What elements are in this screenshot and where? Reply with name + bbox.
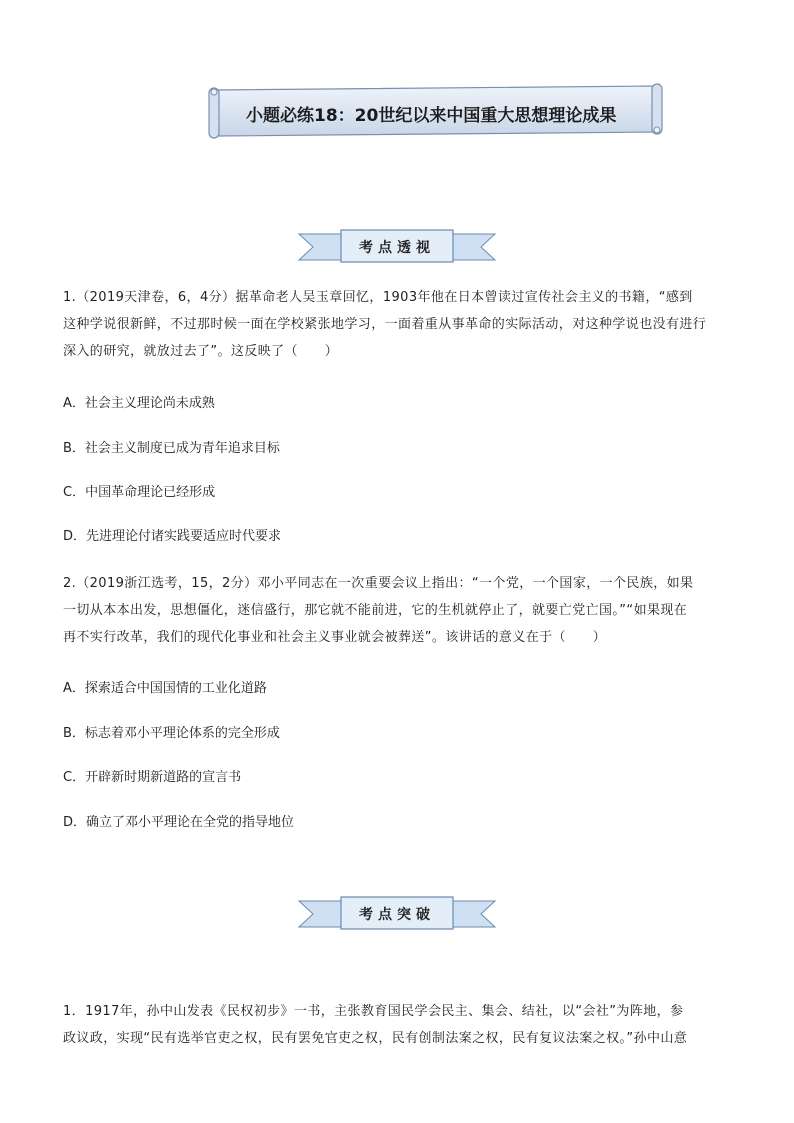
title-banner (206, 82, 664, 140)
page-title: 小题必练18：20世纪以来中国重大思想理论成果 (246, 106, 617, 126)
question-line: 再不实行改革，我们的现代化事业和社会主义事业就会被葬送”。该讲话的意义在于（ ） (63, 630, 607, 645)
section-ribbon-2 (297, 893, 497, 935)
option-c: C．中国革命理论已经形成 (63, 485, 216, 500)
question-line: 1.（2019天津卷，6，4分）据革命老人吴玉章回忆，1903年他在日本曾读过宣传社会主义的书籍，“感到 (63, 290, 693, 305)
option-d: D．先进理论付诸实践要适应时代要求 (63, 529, 282, 544)
option-d: D．确立了邓小平理论在全党的指导地位 (63, 815, 295, 830)
question-3 (63, 998, 733, 1052)
question-line: 一切从本本出发，思想僵化，迷信盛行，那它就不能前进，它的生机就停止了，就要亡党亡国。”“如果现在 (63, 603, 688, 618)
section-label: 考点透视 (359, 240, 435, 256)
question-line: 1．1917年，孙中山发表《民权初步》一书，主张教育国民学会民主、集会、结社，以“会社”为阵地，参 (63, 1004, 684, 1019)
option-b: B．标志着邓小平理论体系的完全形成 (63, 726, 280, 741)
section-label: 考点突破 (359, 907, 435, 923)
question-line: 深入的研究，就放过去了”。这反映了（ ） (63, 344, 339, 359)
option-a: A．社会主义理论尚未成熟 (63, 396, 215, 411)
question-line: 这种学说很新鲜，不过那时候一面在学校紧张地学习，一面着重从事革命的实际活动，对这种学说也没有进行 (63, 317, 707, 332)
question-line: 2.（2019浙江选考，15，2分）邓小平同志在一次重要会议上指出：“一个党，一个国家，一个民族，如果 (63, 576, 694, 591)
question-line: 政议政，实现“民有选举官吏之权，民有罢免官吏之权，民有创制法案之权，民有复议法案之权。”孙中山意 (63, 1031, 688, 1046)
option-c: C．开辟新时期新道路的宣言书 (63, 770, 242, 785)
question-1 (63, 284, 733, 365)
option-b: B．社会主义制度已成为青年追求目标 (63, 441, 280, 456)
question-2 (63, 570, 733, 651)
section-ribbon-1 (297, 226, 497, 268)
option-a: A．探索适合中国国情的工业化道路 (63, 681, 267, 696)
